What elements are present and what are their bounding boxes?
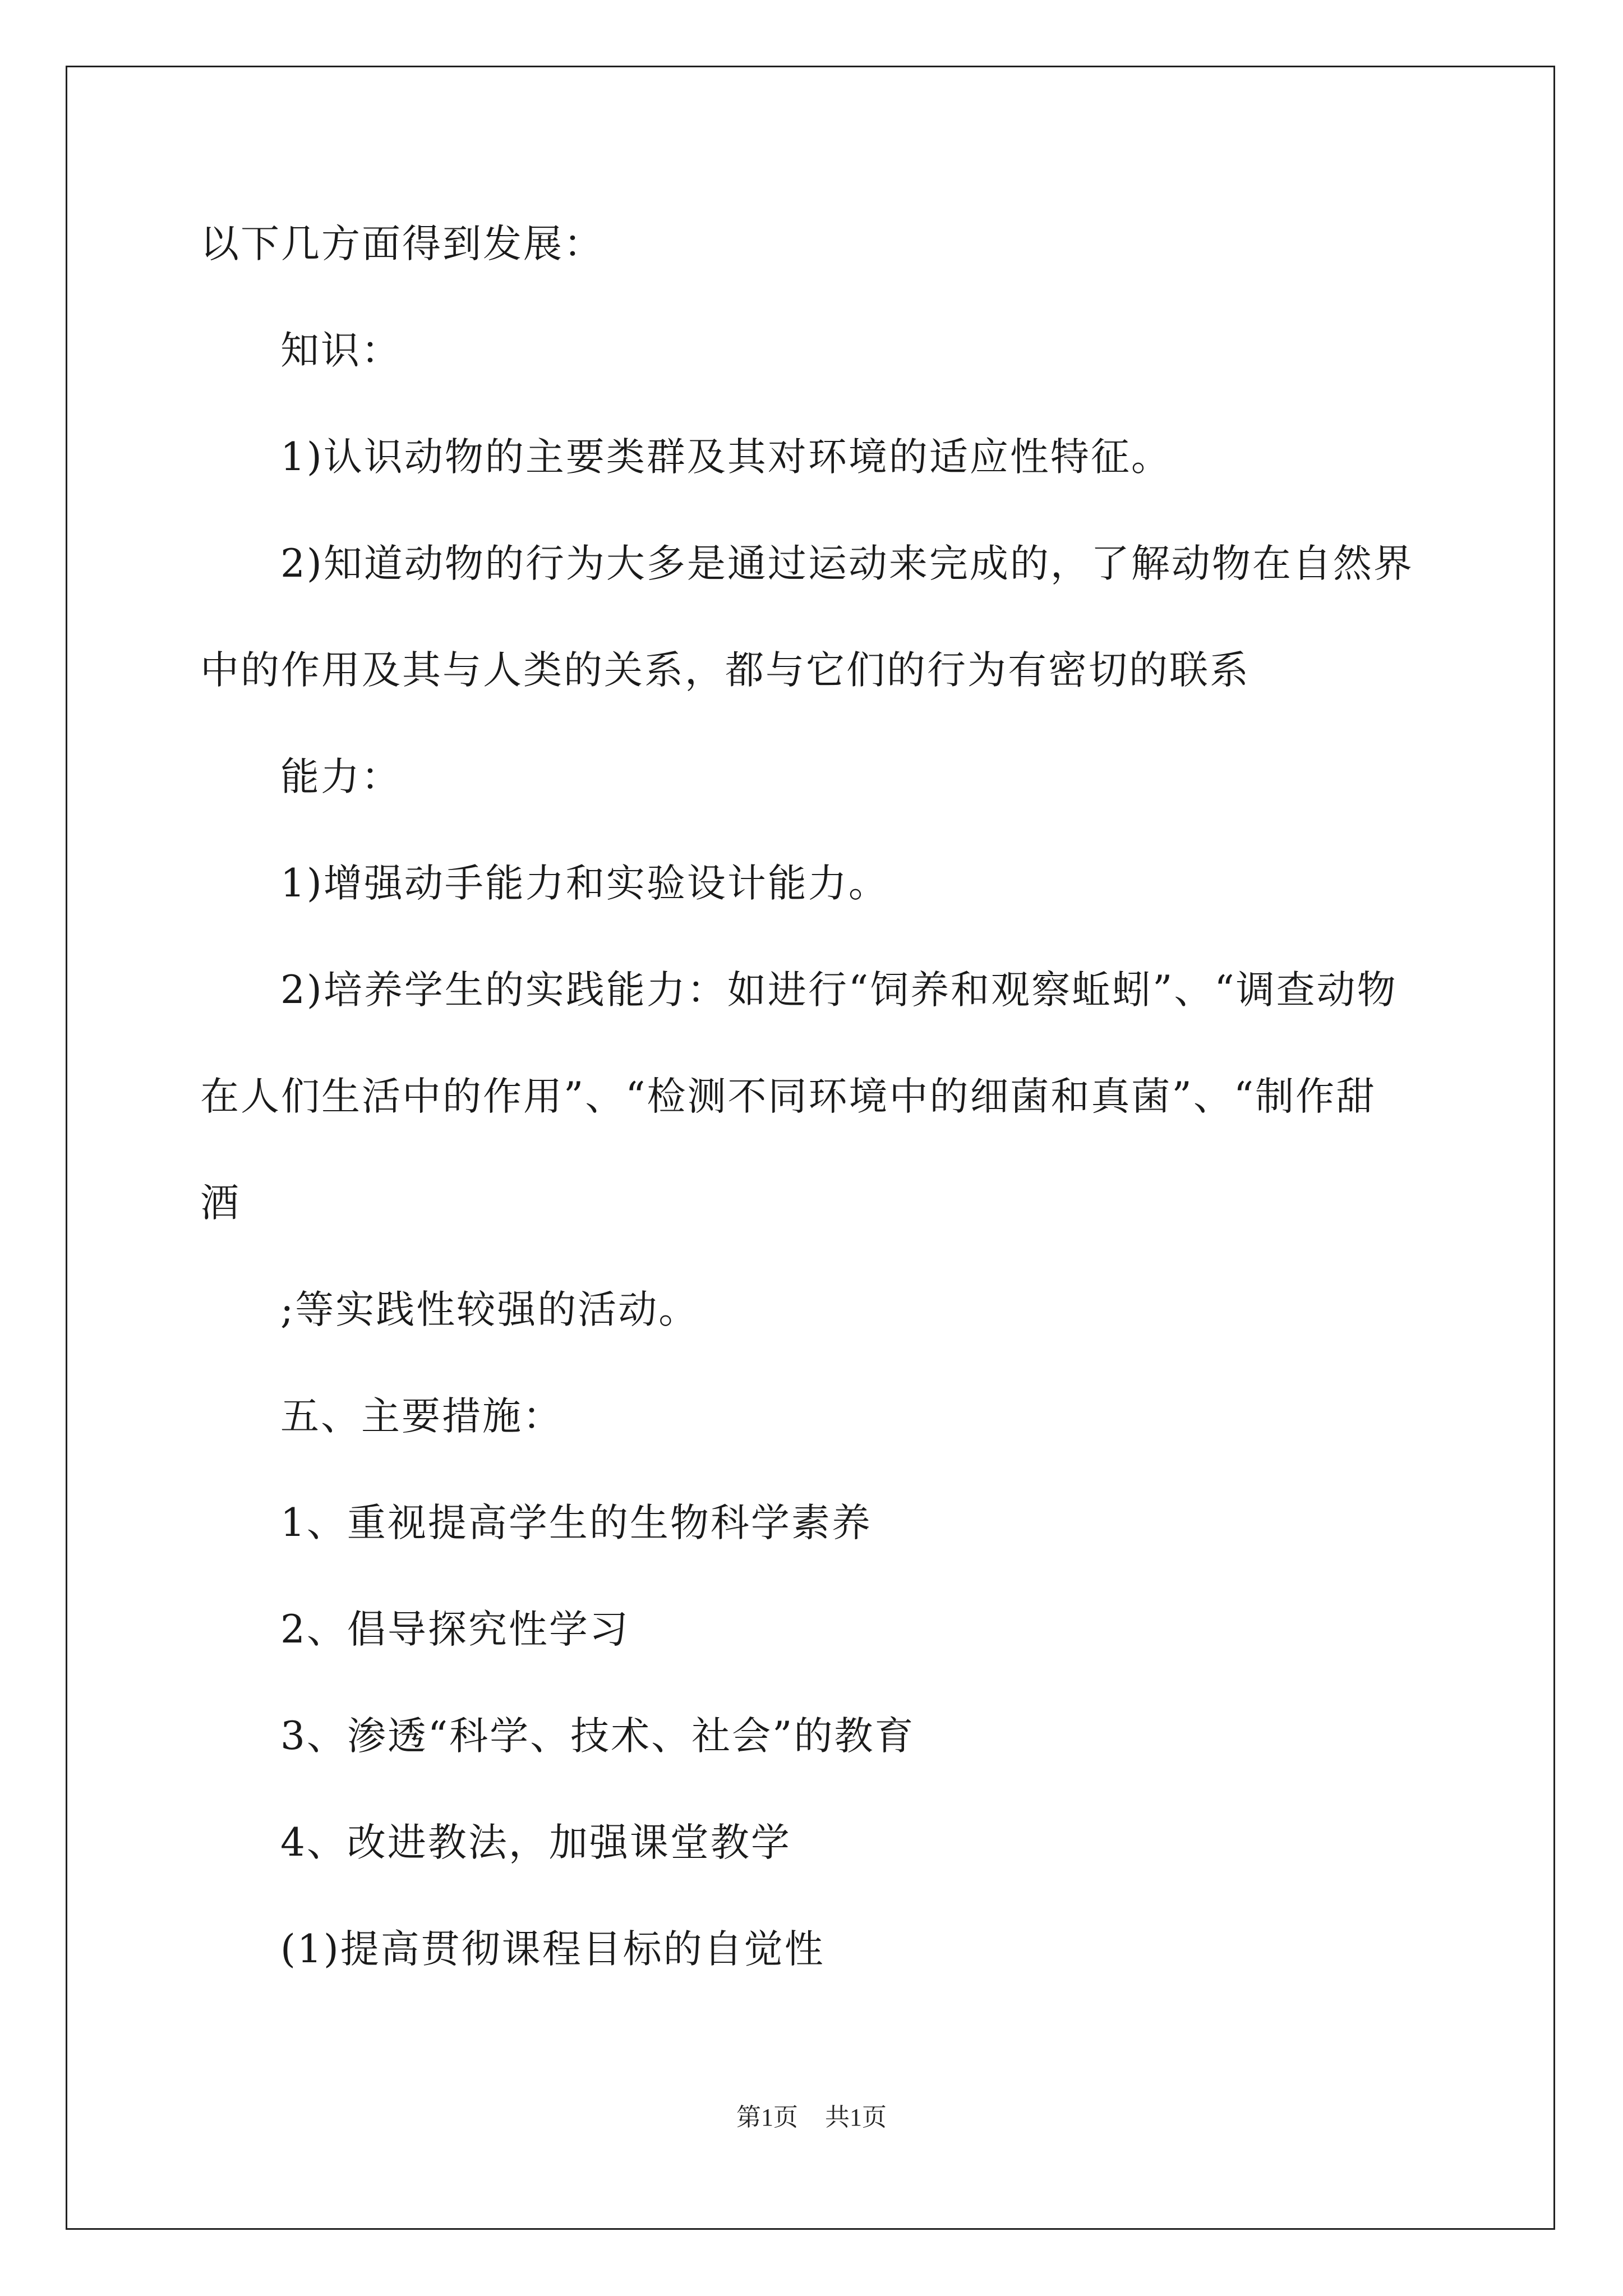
text-line: 2)知道动物的行为大多是通过运动来完成的，了解动物在自然界	[280, 541, 1414, 586]
text-line: 1、重视提高学生的生物科学素养	[280, 1501, 872, 1545]
page-footer	[0, 2102, 1623, 2133]
text-line: 知识：	[280, 328, 402, 373]
text-line: 中的作用及其与人类的关系，都与它们的行为有密切的联系	[200, 648, 1250, 693]
text-line: 酒	[200, 1181, 241, 1226]
text-line: 1)增强动手能力和实验设计能力。	[280, 861, 889, 906]
text-line: 2、倡导探究性学习	[280, 1607, 630, 1652]
page-number: 第1页	[736, 2104, 798, 2131]
text-line: 能力：	[280, 754, 402, 799]
text-line: 4、改进教法，加强课堂教学	[280, 1820, 791, 1865]
text-line: 1)认识动物的主要类群及其对环境的适应性特征。	[280, 435, 1172, 480]
text-line: 在人们生活中的作用”、“检测不同环境中的细菌和真菌”、“制作甜	[200, 1074, 1377, 1119]
text-line: 2)培养学生的实践能力：如进行“饲养和观察蚯蚓”、“调查动物	[280, 968, 1398, 1013]
text-line: 3、渗透“科学、技术、社会”的教育	[280, 1714, 915, 1759]
text-line: ;等实践性较强的活动。	[280, 1287, 699, 1332]
text-line: (1)提高贯彻课程目标的自觉性	[280, 1927, 825, 1972]
document-body	[200, 222, 1434, 1972]
text-line: 以下几方面得到发展：	[200, 222, 604, 266]
page-total: 共1页	[825, 2104, 887, 2131]
text-line: 五、主要措施：	[280, 1394, 563, 1439]
